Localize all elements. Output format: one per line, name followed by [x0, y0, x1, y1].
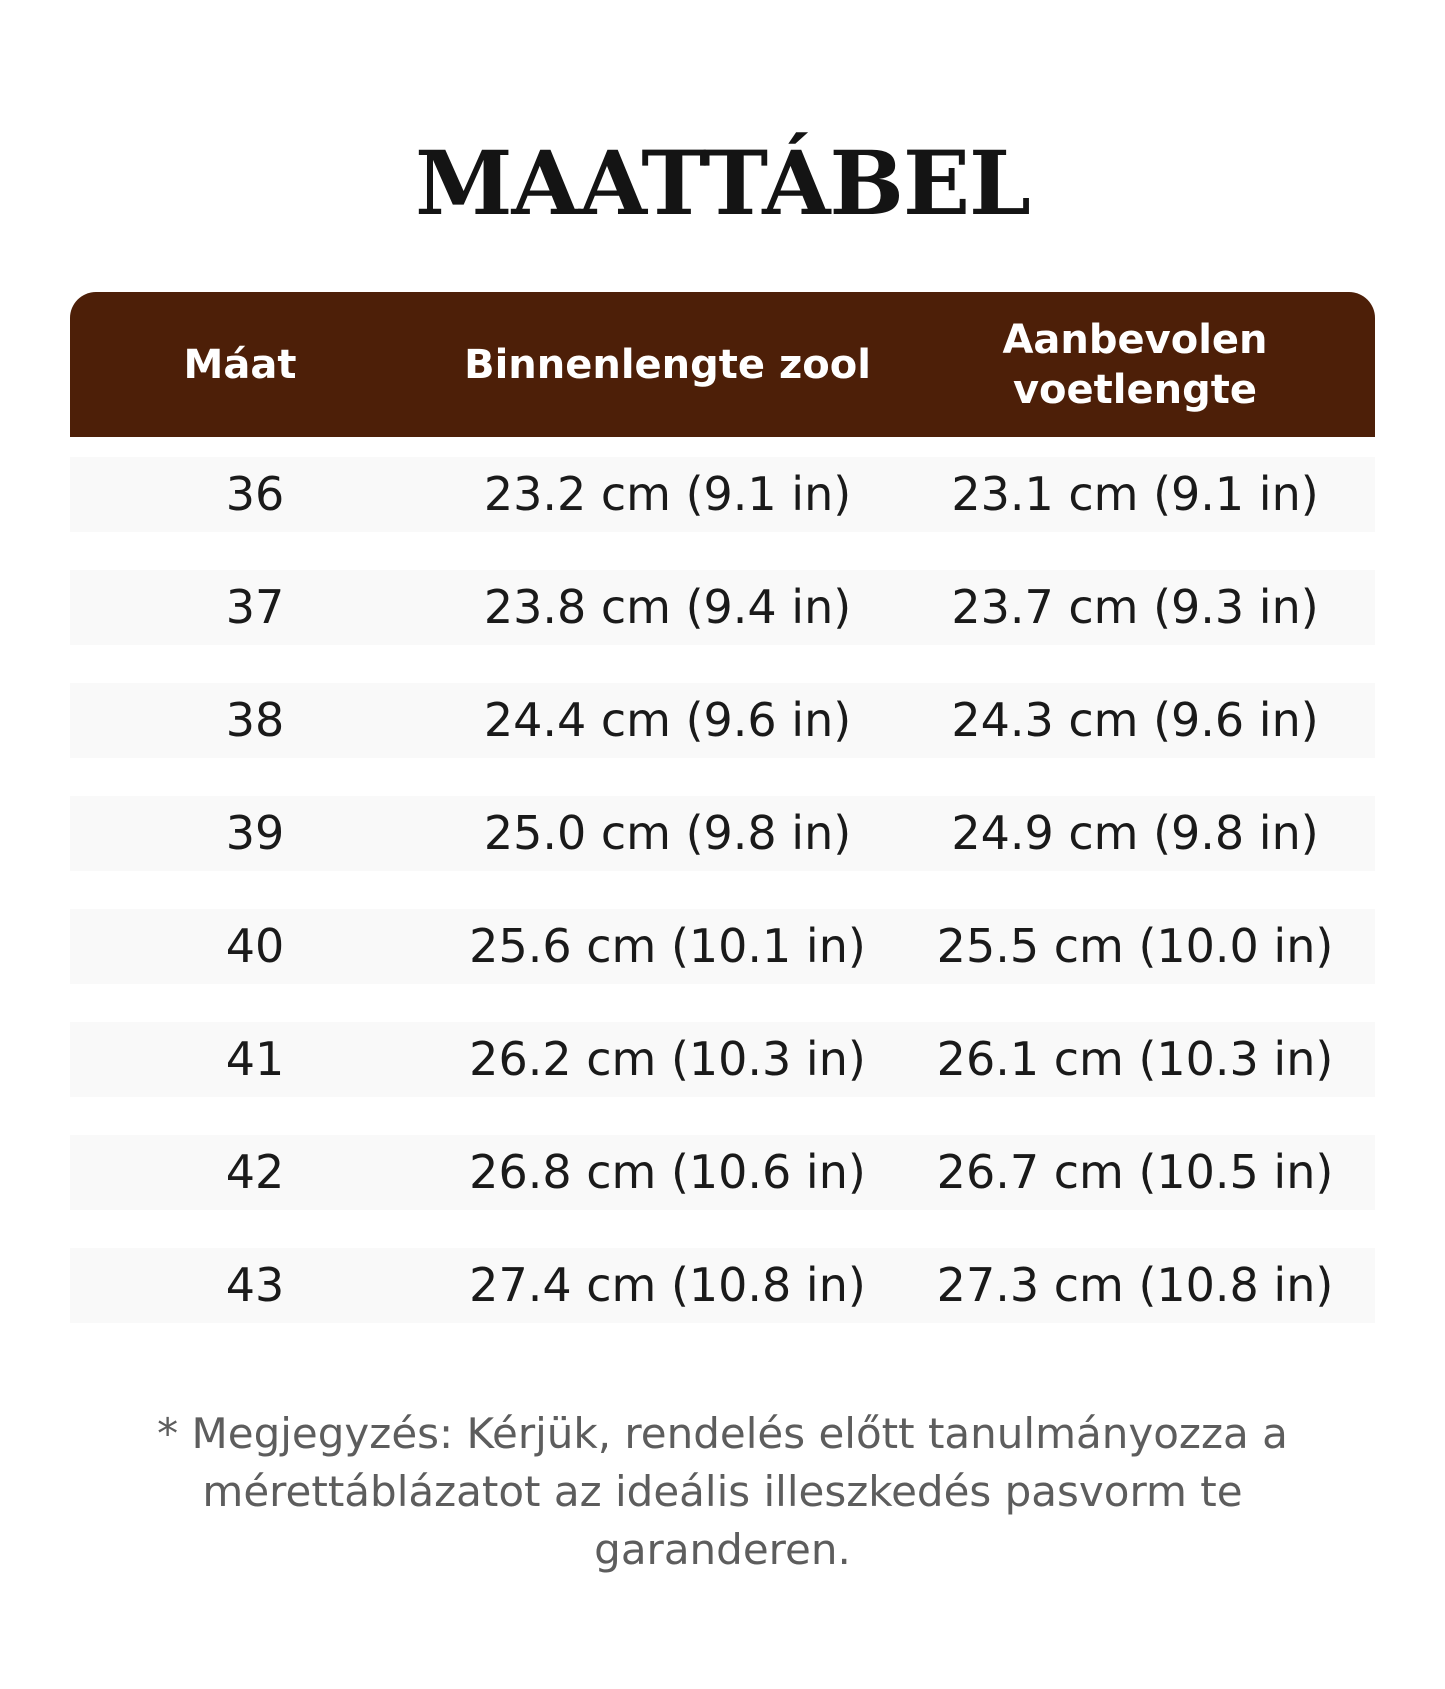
foot-cell: 24.3 cm (9.6 in) [951, 693, 1319, 747]
foot-cell: 24.9 cm (9.8 in) [951, 806, 1319, 860]
foot-cell: 23.1 cm (9.1 in) [951, 467, 1319, 521]
size-cell: 38 [225, 693, 285, 747]
table-row [70, 457, 1375, 532]
header-foot-length: Aanbevolen voetlengte [1002, 316, 1268, 413]
table-row [70, 1135, 1375, 1210]
table-row [70, 796, 1375, 871]
page-title: MAATTÁBEL [415, 131, 1030, 235]
foot-cell: 27.3 cm (10.8 in) [936, 1258, 1334, 1312]
header-size: Máat [183, 341, 297, 388]
size-cell: 43 [225, 1258, 285, 1312]
size-cell: 40 [225, 919, 285, 973]
foot-cell: 23.7 cm (9.3 in) [951, 580, 1319, 634]
table-row [70, 1248, 1375, 1323]
table-row [70, 1022, 1375, 1097]
table-row [70, 570, 1375, 645]
foot-cell: 25.5 cm (10.0 in) [936, 919, 1334, 973]
insole-cell: 27.4 cm (10.8 in) [469, 1258, 866, 1312]
header-insole-length: Binnenlengte zool [464, 341, 871, 388]
insole-cell: 25.0 cm (9.8 in) [483, 806, 852, 860]
footnote: * Megjegyzés: Kérjük, rendelés előtt tanulmányozza a mérettáblázatot az ideális illeszkedés pasvorm te garanderen. [157, 1409, 1288, 1574]
table-row [70, 683, 1375, 758]
size-cell: 36 [225, 467, 285, 521]
size-cell: 42 [225, 1145, 285, 1199]
insole-cell: 23.8 cm (9.4 in) [483, 580, 852, 634]
insole-cell: 26.8 cm (10.6 in) [469, 1145, 866, 1199]
size-cell: 41 [225, 1032, 285, 1086]
table-header [70, 292, 1375, 437]
size-cell: 39 [225, 806, 285, 860]
insole-cell: 24.4 cm (9.6 in) [483, 693, 852, 747]
insole-cell: 26.2 cm (10.3 in) [469, 1032, 866, 1086]
size-table [70, 292, 1375, 1312]
size-cell: 37 [225, 580, 285, 634]
insole-cell: 23.2 cm (9.1 in) [483, 467, 852, 521]
foot-cell: 26.1 cm (10.3 in) [936, 1032, 1334, 1086]
table-row [70, 909, 1375, 984]
foot-cell: 26.7 cm (10.5 in) [936, 1145, 1334, 1199]
insole-cell: 25.6 cm (10.1 in) [469, 919, 866, 973]
